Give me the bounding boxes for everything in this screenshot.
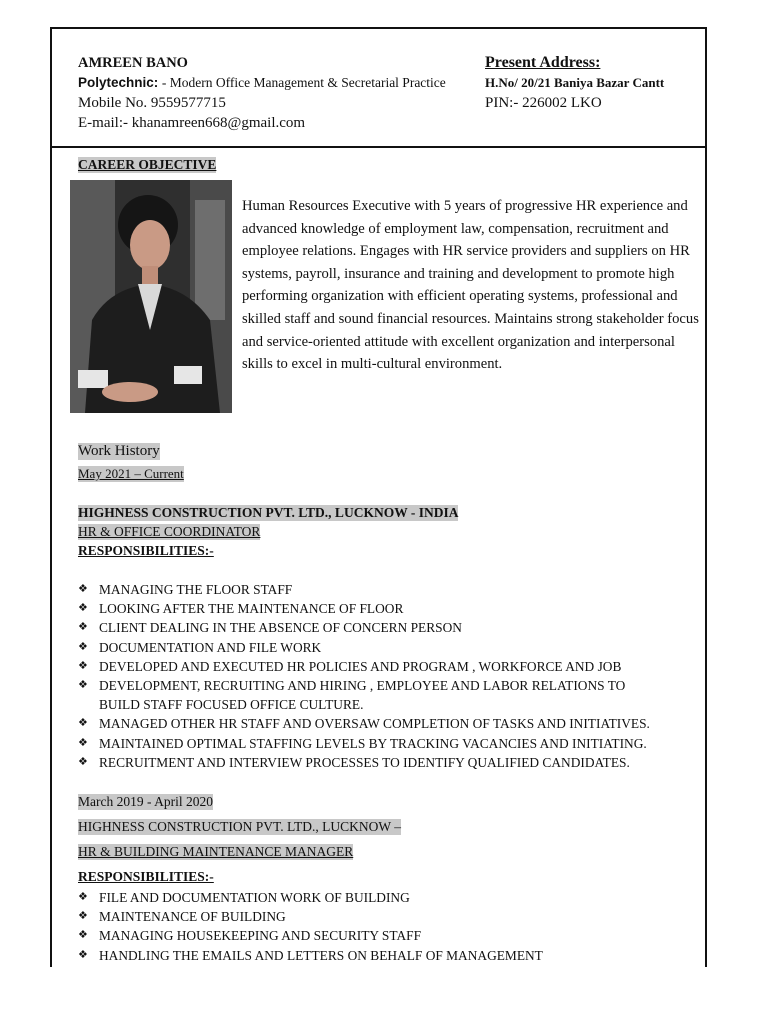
pin-code: PIN:- 226002 LKO	[485, 95, 602, 111]
list-item: ❖ FILE AND DOCUMENTATION WORK OF BUILDING	[78, 888, 698, 907]
diamond-bullet-icon: ❖	[78, 717, 88, 730]
diamond-bullet-icon: ❖	[78, 602, 88, 615]
list-item: ❖ DOCUMENTATION AND FILE WORK	[78, 638, 698, 657]
career-objective-title: CAREER OBJECTIVE	[78, 157, 217, 172]
career-objective-text: Human Resources Executive with 5 years of progressive HR experience and advanced knowledge of employment law, compensation, recruitment and employee relations. Engages with HR service providers and suppliers on HR systems, payroll, insurance and training and development to promote high performing organization with efficient operating systems, professional and skilled staff and sound financial resources. Maintains strong stakeholder focus and service-oriented attitude with excellent organization and interpersonal skills to excel in multi-cultural environment.	[242, 198, 699, 373]
address-block	[485, 53, 664, 113]
diamond-bullet-icon: ❖	[78, 583, 88, 595]
list-item: ❖ MANAGING THE FLOOR STAFF	[78, 580, 698, 599]
job-1-role: HR & OFFICE COORDINATOR	[78, 524, 261, 539]
mobile-number: Mobile No. 9559577715	[78, 95, 226, 111]
address-line: H.No/ 20/21 Baniya Bazar Cantt	[485, 75, 665, 90]
diamond-bullet-icon: ❖	[78, 640, 88, 653]
job-2-company: HIGHNESS CONSTRUCTION PVT. LTD., LUCKNOW –	[78, 819, 402, 834]
diamond-bullet-icon: ❖	[78, 659, 88, 672]
profile-photo	[70, 180, 232, 413]
list-item: ❖ MANAGING HOUSEKEEPING AND SECURITY STAFF	[78, 926, 698, 945]
job-1-responsibilities-list	[78, 580, 698, 772]
diamond-bullet-icon: ❖	[78, 891, 88, 903]
job-2-role: HR & BUILDING MAINTENANCE MANAGER	[78, 844, 354, 859]
list-item: ❖ DEVELOPMENT, RECRUITING AND HIRING , EMPLOYEE AND LABOR RELATIONS TO BUILD STAFF FOCUSED OFFICE CULTURE.	[78, 678, 626, 713]
diamond-bullet-icon: ❖	[78, 736, 88, 749]
email-address: E-mail:- khanamreen668@gmail.com	[78, 115, 306, 131]
list-item: ❖ HANDLING THE EMAILS AND LETTERS ON BEHALF OF MANAGEMENT	[78, 946, 698, 965]
job-1-dates: May 2021 – Current	[78, 466, 184, 481]
resume-header	[52, 29, 705, 148]
work-history-title: Work History	[78, 443, 160, 459]
contact-block	[78, 53, 446, 133]
diamond-bullet-icon: ❖	[78, 929, 88, 942]
list-item: ❖ MAINTAINED OPTIMAL STAFFING LEVELS BY TRACKING VACANCIES AND INITIATING.	[78, 734, 698, 753]
job-2-dates: March 2019 - April 2020	[78, 794, 213, 809]
diamond-bullet-icon: ❖	[78, 679, 88, 692]
list-item: ❖ DEVELOPED AND EXECUTED HR POLICIES AND PROGRAM , WORKFORCE AND JOB	[78, 657, 698, 676]
list-item: ❖ CLIENT DEALING IN THE ABSENCE OF CONCERN PERSON	[78, 618, 698, 637]
job-1-company: HIGHNESS CONSTRUCTION PVT. LTD., LUCKNOW - INDIA	[78, 505, 459, 520]
job-2-responsibilities-list	[78, 888, 698, 965]
present-address-label: Present Address:	[485, 54, 601, 71]
list-item: ❖ MAINTENANCE OF BUILDING	[78, 907, 698, 926]
job-1-responsibilities-label: RESPONSIBILITIES:-	[78, 543, 214, 558]
list-item: ❖ RECRUITMENT AND INTERVIEW PROCESSES TO IDENTIFY QUALIFIED CANDIDATES.	[78, 753, 698, 772]
list-item: ❖ MANAGED OTHER HR STAFF AND OVERSAW COMPLETION OF TASKS AND INITIATIVES.	[78, 714, 698, 733]
resume-page	[50, 27, 707, 967]
list-item: ❖ LOOKING AFTER THE MAINTENANCE OF FLOOR	[78, 599, 698, 618]
diamond-bullet-icon: ❖	[78, 910, 88, 923]
polytechnic-value: - Modern Office Management & Secretarial Practice	[161, 75, 446, 90]
job-2-responsibilities-label: RESPONSIBILITIES:-	[78, 869, 214, 884]
diamond-bullet-icon: ❖	[78, 755, 88, 768]
candidate-name: AMREEN BANO	[78, 55, 188, 71]
polytechnic-label: Polytechnic:	[78, 75, 159, 90]
diamond-bullet-icon: ❖	[78, 621, 88, 634]
profile-photo-image	[70, 180, 232, 413]
diamond-bullet-icon: ❖	[78, 948, 88, 961]
